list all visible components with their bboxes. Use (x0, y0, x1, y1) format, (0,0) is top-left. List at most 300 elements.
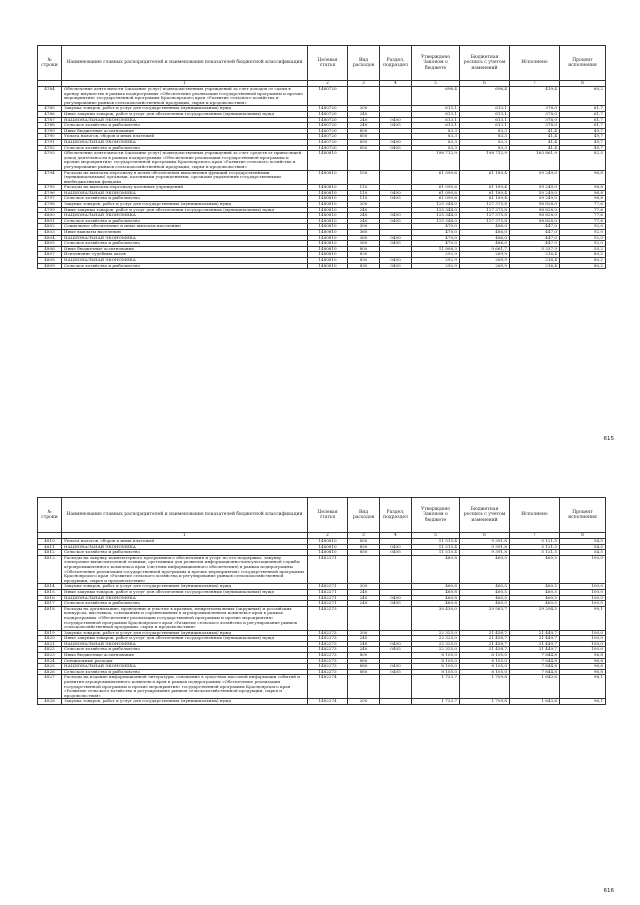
row-executed: 378,0 (510, 111, 560, 117)
row-approved: 460,8 (412, 595, 460, 601)
row-target-article: 1482271 (308, 601, 348, 607)
row-target-article: 1480720 (308, 128, 348, 134)
row-name: Обеспечение деятельности (оказание услуг) подведомственных учреждений за счет средств от приносящей доход деятельности в рамках подпрограммы «Обеспечение реализации государственной программы и прочие мероприятия» государственной программы Красноярского края «Развитие сельского хозяйства и регулирование рынков сельскохозяйственной продукции, сырья и продовольствия» (62, 151, 308, 170)
row-budget-schedule: 460,5 (460, 584, 510, 590)
row-expense-type: 830 (348, 252, 380, 258)
row-expense-type: 850 (348, 145, 380, 151)
row-budget-schedule: 486,0 (460, 241, 510, 247)
column-number: 4 (380, 533, 412, 539)
column-number: 1 (62, 533, 308, 539)
row-approved: 470,0 (412, 241, 460, 247)
row-executed: 29 294,5 (510, 606, 560, 630)
row-executed: 59 249,0 (510, 196, 560, 202)
row-expense-type: 830 (348, 263, 380, 269)
column-number: 6 (460, 81, 510, 87)
row-percent: 49,7 (560, 145, 606, 151)
row-number: 4818 (38, 606, 62, 630)
row-number: 4824 (38, 658, 62, 664)
row-expense-type: 240 (348, 589, 380, 595)
row-executed: 98 828,0 (510, 213, 560, 219)
row-name: Иные бюджетные ассигнования (62, 653, 308, 659)
row-executed: 98 828,0 (510, 207, 560, 213)
header-section: Раздел, подраздел (380, 498, 412, 533)
row-approved: 8 105,0 (412, 658, 460, 664)
row-percent: 100,0 (560, 601, 606, 607)
row-approved: 125 344,0 (412, 213, 460, 219)
row-target-article: 1482273 (308, 664, 348, 670)
row-number: 4796 (38, 190, 62, 196)
row-number: 4812 (38, 550, 62, 556)
row-expense-type: 800 (348, 128, 380, 134)
row-target-article: 1480720 (308, 145, 348, 151)
row-number: 4804 (38, 235, 62, 241)
row-section: 0400 (380, 235, 412, 241)
row-number: 4814 (38, 584, 62, 590)
row-name: НАЦИОНАЛЬНАЯ ЭКОНОМИКА (62, 213, 308, 219)
row-number: 4821 (38, 641, 62, 647)
row-number: 4817 (38, 601, 62, 607)
row-name: Расходы на выплаты персоналу в целях обеспечения выполнения функций государственными (муниципальными) органами, казенными учреждениями, органами управления государственными внебюджетными фондами (62, 170, 308, 185)
row-target-article: 1482273 (308, 653, 348, 659)
row-section (380, 151, 412, 170)
row-expense-type: 100 (348, 170, 380, 185)
header-executed: Исполнено (510, 498, 560, 533)
column-number: 3 (348, 81, 380, 87)
row-percent: 54,5 (560, 550, 606, 556)
row-expense-type: 240 (348, 595, 380, 601)
row-executed: 7 844,8 (510, 658, 560, 664)
row-expense-type: 850 (348, 544, 380, 550)
row-percent: 61,7 (560, 111, 606, 117)
column-number: 2 (308, 533, 348, 539)
column-number: 8 (560, 81, 606, 87)
row-approved: 30 430,0 (412, 606, 460, 630)
row-budget-schedule: 269,9 (460, 252, 510, 258)
row-budget-schedule: 486,0 (460, 235, 510, 241)
row-expense-type: 360 (348, 235, 380, 241)
row-expense-type: 300 (348, 224, 380, 230)
table-row (38, 87, 606, 106)
row-approved: 125 344,0 (412, 202, 460, 208)
row-approved: 460,8 (412, 589, 460, 595)
row-approved: 11 808,3 (412, 246, 460, 252)
row-executed: 460,5 (510, 555, 560, 584)
report-page-616 (0, 452, 640, 905)
row-budget-schedule: 61 189,4 (460, 170, 510, 185)
row-executed: 378,0 (510, 117, 560, 123)
row-section: 0400 (380, 139, 412, 145)
row-name: Социальное обеспечение и иные выплаты населению (62, 224, 308, 230)
row-section: 0400 (380, 213, 412, 219)
row-approved: 8 105,0 (412, 669, 460, 675)
table-row (38, 170, 606, 185)
row-name: Сельское хозяйство и рыболовство (62, 218, 308, 224)
row-target-article: 1480810 (308, 185, 348, 191)
row-target-article: 1482273 (308, 630, 348, 636)
row-name: Закупка товаров, работ и услуг для государственных (муниципальных) нужд (62, 584, 308, 590)
row-expense-type: 240 (348, 117, 380, 123)
row-name: НАЦИОНАЛЬНАЯ ЭКОНОМИКА (62, 235, 308, 241)
row-approved: 83,3 (412, 139, 460, 145)
row-approved: 198 712,9 (412, 151, 460, 170)
row-name: Исполнение судебных актов (62, 252, 308, 258)
row-percent: 96,8 (560, 664, 606, 670)
row-name: Расходы на закупку компьютерного программного обеспечения и услуг по его поддержке, закупку электронно-вычислительной техники, оргтехники для развития информационно-консультационной службы агропромышленного комплекса края (системы информационного обеспечения) в рамках подпрограммы «Обеспечение реализации государственной программы и прочие мероприятия» государственной программы Красноярского края «Развитие сельского хозяйства и регулирование рынков сельскохозяйственной продукции, сырья и продовольствия» (62, 555, 308, 584)
row-approved: 292,9 (412, 252, 460, 258)
row-section (380, 606, 412, 630)
row-name: НАЦИОНАЛЬНАЯ ЭКОНОМИКА (62, 641, 308, 647)
row-budget-schedule: 9 391,8 (460, 550, 510, 556)
row-number: 4808 (38, 258, 62, 264)
row-expense-type: 880 (348, 664, 380, 670)
row-executed: 378,0 (510, 106, 560, 112)
row-percent: 96,1 (560, 699, 606, 705)
row-budget-schedule: 83,3 (460, 145, 510, 151)
row-number: 4789 (38, 128, 62, 134)
row-number: 4807 (38, 252, 62, 258)
row-name: НАЦИОНАЛЬНАЯ ЭКОНОМИКА (62, 544, 308, 550)
row-target-article: 1482271 (308, 589, 348, 595)
row-executed: 7 844,8 (510, 664, 560, 670)
row-section: 0400 (380, 595, 412, 601)
header-target: Целевая статья (308, 46, 348, 81)
row-percent: 60,2 (560, 87, 606, 106)
row-target-article: 1480810 (308, 151, 348, 170)
row-target-article: 1480810 (308, 224, 348, 230)
row-number: 4826 (38, 669, 62, 675)
row-budget-schedule: 613,1 (460, 117, 510, 123)
row-section (380, 675, 412, 699)
row-budget-schedule: 127 375,8 (460, 213, 510, 219)
row-expense-type: 850 (348, 550, 380, 556)
row-expense-type: 830 (348, 258, 380, 264)
row-approved: 460,8 (412, 601, 460, 607)
row-budget-schedule: 61 189,4 (460, 185, 510, 191)
row-percent: 92,0 (560, 241, 606, 247)
row-budget-schedule: 127 375,8 (460, 202, 510, 208)
row-percent: 80,2 (560, 258, 606, 264)
row-expense-type (348, 87, 380, 106)
row-budget-schedule: 29 563,7 (460, 606, 510, 630)
row-name: НАЦИОНАЛЬНАЯ ЭКОНОМИКА (62, 190, 308, 196)
row-name: Сельское хозяйство и рыболовство (62, 601, 308, 607)
header-approved: Утверждено Законом о бюджете (412, 498, 460, 533)
row-percent: 49,7 (560, 139, 606, 145)
row-expense-type: 800 (348, 246, 380, 252)
row-percent: 92,0 (560, 224, 606, 230)
row-executed: 5 121,5 (510, 550, 560, 556)
row-executed: 7 844,8 (510, 669, 560, 675)
row-target-article: 1480810 (308, 235, 348, 241)
row-section (380, 699, 412, 705)
row-percent: 100,0 (560, 589, 606, 595)
table-header-row (38, 46, 606, 81)
row-section: 0405 (380, 123, 412, 129)
row-name: Иные закупки товаров, работ и услуг для обеспечения государственных (муниципальных) нужд (62, 111, 308, 117)
row-budget-schedule: 21 458,7 (460, 630, 510, 636)
row-expense-type: 360 (348, 241, 380, 247)
row-executed: 216,4 (510, 258, 560, 264)
row-approved: 83,3 (412, 128, 460, 134)
row-approved: 470,0 (412, 230, 460, 236)
row-name: Специальные расходы (62, 658, 308, 664)
row-percent: 99,1 (560, 606, 606, 630)
row-target-article: 1482271 (308, 595, 348, 601)
row-section: 0400 (380, 664, 412, 670)
row-name: Иные закупки товаров, работ и услуг для обеспечения государственных (муниципальных) нужд (62, 589, 308, 595)
row-expense-type: 880 (348, 658, 380, 664)
row-approved: 125 344,0 (412, 207, 460, 213)
header-budget: Бюджетная роспись с учетом изменений (460, 498, 510, 533)
row-executed: 378,0 (510, 123, 560, 129)
header-name: Наименование главных распорядителей и наименование показателей бюджетной классификации (62, 46, 308, 81)
row-number: 4820 (38, 636, 62, 642)
row-number: 4800 (38, 213, 62, 219)
report-page-615 (0, 0, 640, 452)
row-target-article: 1480720 (308, 117, 348, 123)
header-no: № строки (38, 46, 62, 81)
row-executed: 5 121,5 (510, 544, 560, 550)
row-approved: 61 090,6 (412, 170, 460, 185)
column-number: 4 (380, 81, 412, 87)
row-target-article: 1480810 (308, 230, 348, 236)
row-name: Сельское хозяйство и рыболовство (62, 123, 308, 129)
row-percent: 96,1 (560, 675, 606, 699)
row-executed: 59 249,0 (510, 170, 560, 185)
row-expense-type: 800 (348, 653, 380, 659)
row-target-article: 1480810 (308, 196, 348, 202)
row-number: 4801 (38, 218, 62, 224)
row-percent: 96,8 (560, 170, 606, 185)
row-section: 0405 (380, 218, 412, 224)
row-percent: 96,8 (560, 653, 606, 659)
row-section: 0400 (380, 641, 412, 647)
row-number: 4790 (38, 134, 62, 140)
row-approved: 22 325,0 (412, 630, 460, 636)
row-approved: 460,8 (412, 584, 460, 590)
row-target-article: 1482274 (308, 675, 348, 699)
row-budget-schedule: 8 105,0 (460, 669, 510, 675)
row-approved: 8 105,0 (412, 664, 460, 670)
header-executed: Исполнено (510, 46, 560, 81)
row-number: 4819 (38, 630, 62, 636)
row-executed: 1 643,6 (510, 699, 560, 705)
row-executed: 21 449,7 (510, 647, 560, 653)
budget-table-616 (37, 497, 606, 705)
row-executed: 447,0 (510, 230, 560, 236)
row-number: 4825 (38, 664, 62, 670)
row-name: Сельское хозяйство и рыболовство (62, 647, 308, 653)
row-target-article: 1482273 (308, 669, 348, 675)
row-approved: 1 723,7 (412, 675, 460, 699)
row-name: НАЦИОНАЛЬНАЯ ЭКОНОМИКА (62, 139, 308, 145)
row-executed: 5 121,5 (510, 539, 560, 545)
row-expense-type: 200 (348, 584, 380, 590)
row-budget-schedule: 613,1 (460, 111, 510, 117)
row-approved: 1 723,7 (412, 699, 460, 705)
row-number: 4787 (38, 117, 62, 123)
row-expense-type: 240 (348, 207, 380, 213)
row-number: 4810 (38, 539, 62, 545)
row-percent: 96,8 (560, 669, 606, 675)
row-number: 4797 (38, 196, 62, 202)
row-percent: 96,8 (560, 658, 606, 664)
row-name: Расходы на организацию, проведение и участие в краевых, межрегиональных (окружных) и российских конкурсах, выставках, совещаниях и соревнованиях в агропромышленном комплексе края в рамках подпрограммы «Обеспечение реализации государственной программы и прочие мероприятия» государственной программы Красноярского края «Развитие сельского хозяйства и регулирование рынков сельскохозяйственной продукции, сырья и продовольствия» (62, 606, 308, 630)
row-section: 0405 (380, 145, 412, 151)
row-executed: 460,5 (510, 601, 560, 607)
table-row (38, 151, 606, 170)
row-percent: 100,0 (560, 630, 606, 636)
row-percent: 77,6 (560, 213, 606, 219)
row-executed: 59 249,0 (510, 190, 560, 196)
row-budget-schedule: 8 105,0 (460, 653, 510, 659)
row-name: Иные закупки товаров, работ и услуг для обеспечения государственных (муниципальных) нужд (62, 207, 308, 213)
row-target-article: 1480810 (308, 241, 348, 247)
row-expense-type: 240 (348, 636, 380, 642)
row-expense-type: 110 (348, 190, 380, 196)
row-name: Закупка товаров, работ и услуг для государственных (муниципальных) нужд (62, 106, 308, 112)
row-approved: 460,8 (412, 555, 460, 584)
row-number: 4827 (38, 675, 62, 699)
row-name: Закупка товаров, работ и услуг для государственных (муниципальных) нужд (62, 202, 308, 208)
row-approved: 11 515,4 (412, 550, 460, 556)
row-percent: 49,7 (560, 134, 606, 140)
row-expense-type: 880 (348, 669, 380, 675)
row-executed: 447,0 (510, 235, 560, 241)
row-expense-type (348, 151, 380, 170)
header-type: Вид расходов (348, 46, 380, 81)
row-executed: 447,0 (510, 241, 560, 247)
row-target-article: 1480810 (308, 207, 348, 213)
page-number: 616 (603, 888, 614, 894)
row-percent: 61,7 (560, 123, 606, 129)
row-expense-type: 110 (348, 185, 380, 191)
row-section: 0405 (380, 263, 412, 269)
row-target-article: 1480810 (308, 170, 348, 185)
row-percent: 96,8 (560, 196, 606, 202)
row-target-article: 1480810 (308, 263, 348, 269)
row-budget-schedule: 269,9 (460, 263, 510, 269)
row-expense-type: 240 (348, 641, 380, 647)
row-name: Сельское хозяйство и рыболовство (62, 145, 308, 151)
row-approved: 22 325,0 (412, 647, 460, 653)
row-executed: 460,5 (510, 595, 560, 601)
row-executed: 216,4 (510, 263, 560, 269)
row-budget-schedule: 127 375,8 (460, 207, 510, 213)
header-percent: Процент исполнения (560, 46, 606, 81)
row-approved: 8 105,0 (412, 653, 460, 659)
row-target-article: 1480810 (308, 252, 348, 258)
row-executed: 98 828,0 (510, 218, 560, 224)
row-name: Сельское хозяйство и рыболовство (62, 263, 308, 269)
row-number: 4813 (38, 555, 62, 584)
row-executed: 447,0 (510, 224, 560, 230)
row-section: 0400 (380, 544, 412, 550)
row-approved: 125 344,0 (412, 218, 460, 224)
row-executed: 460,5 (510, 589, 560, 595)
row-budget-schedule: 83,3 (460, 139, 510, 145)
row-name: Уплата налогов, сборов и иных платежей (62, 134, 308, 140)
row-approved: 83,3 (412, 134, 460, 140)
header-target: Целевая статья (308, 498, 348, 533)
table-row (38, 555, 606, 584)
row-expense-type (348, 606, 380, 630)
row-budget-schedule: 21 458,7 (460, 641, 510, 647)
row-name: Иные бюджетные ассигнования (62, 128, 308, 134)
row-executed: 41,4 (510, 139, 560, 145)
row-number: 4794 (38, 170, 62, 185)
row-number: 4805 (38, 241, 62, 247)
row-approved: 61 090,6 (412, 196, 460, 202)
row-section: 0405 (380, 241, 412, 247)
row-approved: 11 515,4 (412, 544, 460, 550)
row-percent: 96,8 (560, 190, 606, 196)
row-name: Сельское хозяйство и рыболовство (62, 669, 308, 675)
row-expense-type: 110 (348, 196, 380, 202)
row-executed: 98 828,0 (510, 202, 560, 208)
row-budget-schedule: 61 189,4 (460, 196, 510, 202)
row-percent: 61,7 (560, 117, 606, 123)
row-executed: 21 449,7 (510, 630, 560, 636)
row-number: 4811 (38, 544, 62, 550)
row-expense-type: 240 (348, 213, 380, 219)
row-executed: 41,4 (510, 145, 560, 151)
row-approved: 22 325,0 (412, 641, 460, 647)
row-approved: 292,9 (412, 263, 460, 269)
row-section: 0405 (380, 647, 412, 653)
row-name: Обеспечение деятельности (оказание услуг) подведомственных учреждений за счет доходов от сдачи в аренду имущества в рамках подпрограммы «Обеспечение реализации государственной программы и прочие мероприятия» государственной программы Красноярского края «Развитие сельского хозяйства и регулирование рынков сельскохозяйственной продукции, сырья и продовольствия» (62, 87, 308, 106)
row-target-article: 1482271 (308, 555, 348, 584)
row-target-article: 1480720 (308, 134, 348, 140)
row-approved: 613,1 (412, 117, 460, 123)
row-expense-type: 240 (348, 123, 380, 129)
row-target-article: 1482273 (308, 641, 348, 647)
row-budget-schedule: 460,5 (460, 595, 510, 601)
row-name: НАЦИОНАЛЬНАЯ ЭКОНОМИКА (62, 258, 308, 264)
row-budget-schedule: 696,4 (460, 87, 510, 106)
row-number: 4792 (38, 145, 62, 151)
column-number: 6 (460, 533, 510, 539)
column-number: 7 (510, 81, 560, 87)
row-percent: 100,0 (560, 641, 606, 647)
row-section: 0400 (380, 258, 412, 264)
row-section: 0405 (380, 669, 412, 675)
row-expense-type: 850 (348, 139, 380, 145)
row-approved: 292,9 (412, 258, 460, 264)
row-number: 4806 (38, 246, 62, 252)
row-percent: 82,5 (560, 151, 606, 170)
row-executed: 41,4 (510, 134, 560, 140)
header-type: Вид расходов (348, 498, 380, 533)
row-target-article: 1480810 (308, 190, 348, 196)
row-expense-type: 850 (348, 134, 380, 140)
row-percent: 77,6 (560, 202, 606, 208)
row-section: 0400 (380, 190, 412, 196)
column-number: 5 (412, 533, 460, 539)
row-percent: 100,0 (560, 555, 606, 584)
row-budget-schedule: 127 375,8 (460, 218, 510, 224)
row-percent: 77,6 (560, 207, 606, 213)
row-executed: 5 337,9 (510, 246, 560, 252)
row-approved: 61 090,6 (412, 190, 460, 196)
row-approved: 613,1 (412, 111, 460, 117)
row-section (380, 170, 412, 185)
row-target-article: 1482273 (308, 658, 348, 664)
header-name: Наименование главных распорядителей и наименование показателей бюджетной классификации (62, 498, 308, 533)
row-budget-schedule: 83,3 (460, 128, 510, 134)
row-number: 4828 (38, 699, 62, 705)
row-number: 4823 (38, 653, 62, 659)
